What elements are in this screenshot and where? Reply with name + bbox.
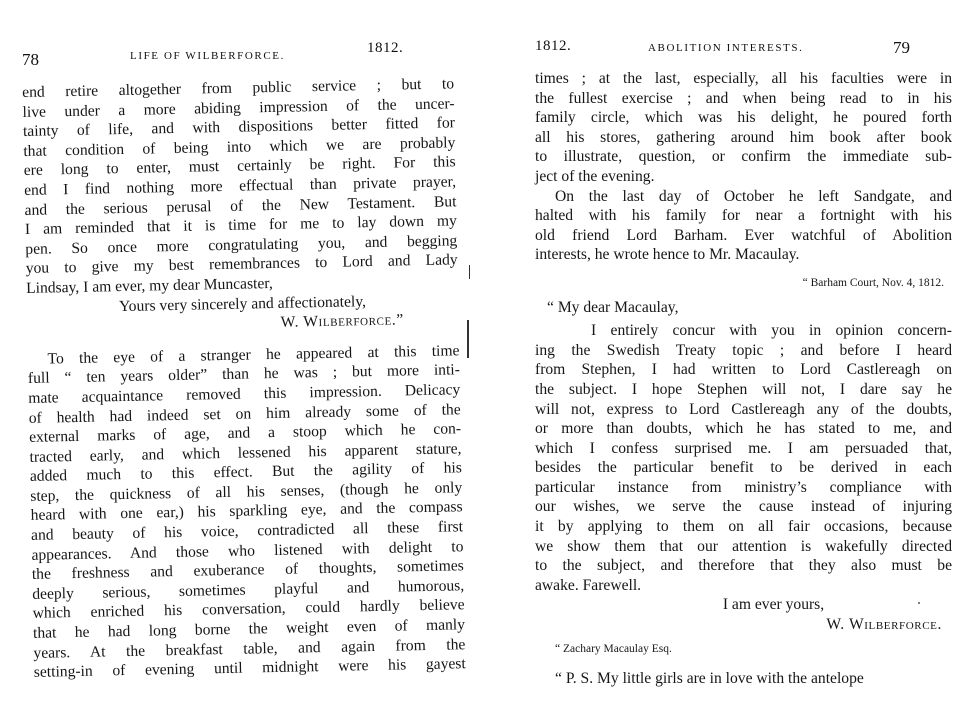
- text-line: from Stephen, I had written to Lord Castlereagh on: [535, 361, 952, 379]
- text-line: that condition of being into which we are probably: [23, 134, 456, 160]
- text-line: all his stores, gathering around him book after book: [535, 128, 952, 146]
- left-page-number: 78: [22, 50, 39, 69]
- text-line: pen. So once more congratulating you, and begging: [25, 232, 458, 258]
- text-line: our wishes, we serve the cause instead of injuring: [535, 498, 952, 516]
- text-line: appearances. And those who listened with delight to: [31, 537, 464, 564]
- postscript-line: “ P. S. My little girls are in love with the antelope: [555, 670, 864, 688]
- text-line: On the last day of October he left Sandgate, and: [555, 187, 952, 205]
- text-line: old friend Lord Barham. Ever watchful of Abolition: [535, 226, 952, 244]
- text-line: it by applying to them on all fair occasions, because: [535, 518, 952, 536]
- text-line: and the serious perusal of the New Testament. But: [24, 192, 457, 219]
- text-line: setting-in of evening until midnight were his gayest: [33, 655, 466, 682]
- gutter-mark: [467, 320, 469, 358]
- right-page-year: 1812.: [535, 38, 572, 54]
- text-line: or more than doubts, which he has stated to me, and: [535, 420, 952, 438]
- right-running-head: ABOLITION INTERESTS.: [648, 42, 804, 54]
- text-line: to the subject, and therefore that they also must be: [535, 557, 952, 575]
- right-page-number: 79: [893, 38, 910, 57]
- text-line: the freshness and exuberance of thoughts, sometimes: [31, 557, 464, 584]
- text-line: heard with one ear,) his sparkling eye, and the compass: [30, 498, 463, 525]
- gutter-mark: [469, 265, 470, 279]
- letter-date: “ Barham Court, Nov. 4, 1812.: [802, 276, 944, 289]
- text-line: ject of the evening.: [535, 167, 655, 185]
- text-line: end retire altogether from public service ; but to: [22, 75, 455, 101]
- text-line: halted with his family for near a fortnight with his: [535, 207, 952, 225]
- text-line: live under a more abiding impression of the uncer-: [22, 94, 455, 121]
- text-line: which enriched his conversation, could hardly believe: [32, 596, 465, 623]
- text-line: to illustrate, question, or confirm the immediate sub-: [535, 148, 952, 166]
- text-line: To the eye of a stranger he appeared at this time: [47, 341, 460, 368]
- text-line: will not, express to Lord Castlereagh any of the doubts,: [535, 400, 952, 418]
- text-line: you to give my best remembrances to Lord and Lady: [25, 251, 458, 278]
- letter-signature: W. Wilberforce.: [826, 616, 942, 634]
- letter-salutation: “ My dear Macaulay,: [547, 298, 679, 316]
- text-line: which I confess surprised me. I am persuaded that,: [535, 439, 952, 457]
- text-line: the subject. I hope Stephen will not, I dare say he: [535, 380, 952, 398]
- text-line: besides the particular benefit to be derived in each: [535, 459, 952, 477]
- text-line: family circle, which was his delight, he poured forth: [535, 109, 952, 127]
- text-line: the fullest exercise ; and when being read to in his: [535, 89, 952, 107]
- text-line: times ; at the last, especially, all his faculties were in: [535, 70, 952, 87]
- left-page-year: 1812.: [367, 40, 404, 56]
- right-page: [500, 0, 980, 705]
- text-line: ere long to enter, must certainly be right. For this: [23, 153, 456, 180]
- text-line: step, the quickness of all his senses, (though he only: [30, 479, 463, 505]
- text-line: added much to this effect. But the agility of his: [29, 459, 462, 486]
- text-line: end I find nothing more effectual than private prayer,: [23, 173, 457, 199]
- letter-closing: Yours very sincerely and affectionately,: [118, 292, 367, 315]
- text-line: interests, he wrote hence to Mr. Macaulay.: [535, 246, 800, 264]
- text-line: awake. Farewell.: [535, 576, 642, 594]
- letter-closing: I am ever yours,: [722, 596, 825, 614]
- left-page-body: [22, 74, 466, 682]
- left-running-head: LIFE OF WILBERFORCE.: [130, 50, 285, 62]
- letter-addressee: “ Zachary Macaulay Esq.: [555, 642, 672, 655]
- text-line: Lindsay, I am ever, my dear Muncaster,: [25, 274, 273, 297]
- text-line: I entirely concur with you in opinion concern-: [591, 322, 952, 340]
- text-line: full “ ten years older” than he was ; but more inti-: [27, 361, 461, 388]
- text-line: particular instance from ministry’s compliance with: [535, 478, 952, 496]
- text-line: we show them that our attention is wakefully directed: [535, 537, 952, 555]
- right-page-body: [535, 69, 952, 689]
- text-line: mate acquaintance removed this impression. Delicacy: [28, 381, 461, 407]
- text-line: deeply serious, sometimes playful and humorous,: [32, 577, 465, 603]
- text-line: ing the Swedish Treaty topic ; and before I heard: [535, 341, 952, 359]
- text-line: tracted early, and which lessened his apparent stature,: [29, 439, 462, 466]
- letter-signature: W. Wilberforce.”: [280, 311, 405, 331]
- text-line: of health had indeed set on him already some of the: [28, 400, 461, 427]
- left-page: [0, 0, 470, 705]
- text-line: and beauty of his voice, contradicted all these first: [30, 518, 464, 544]
- text-line: external marks of age, and a stoop which he con-: [28, 420, 462, 447]
- text-line: that he had long borne the weight even of manly: [32, 616, 466, 642]
- text-line: tainty of life, and with dispositions better fitted for: [22, 114, 456, 141]
- text-line: years. At the breakfast table, and again from the: [33, 635, 466, 662]
- page-speck: [918, 602, 920, 604]
- text-line: I am reminded that it is time for me to lay down my: [24, 212, 458, 239]
